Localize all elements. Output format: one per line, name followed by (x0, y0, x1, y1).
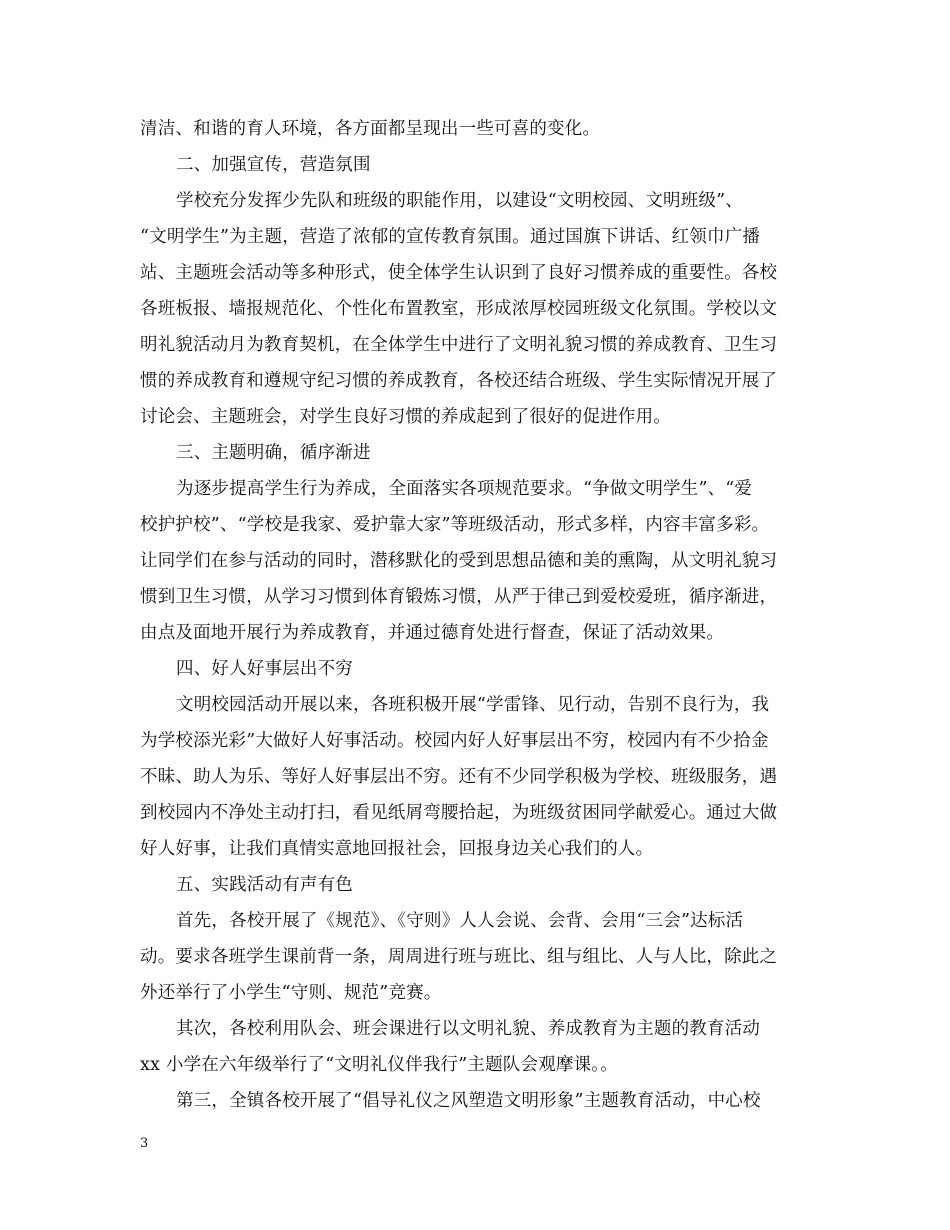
text-line: 学校充分发挥少先队和班级的职能作用，以建设“文明校园、文明班级”、 (176, 191, 743, 211)
text-line: 首先，各校开展了《规范》、《守则》人人会说、会背、会用“三会”达标活 (176, 911, 744, 931)
section-heading: 三、主题明确，循序渐进 (176, 443, 371, 463)
text-line: 清洁、和谐的育人环境，各方面都呈现出一些可喜的变化。 (140, 119, 601, 139)
text-line: 第三，全镇各校开展了“倡导礼仪之风塑造文明形象”主题教育活动，中心校 (176, 1091, 761, 1111)
text-line: 不昧、助人为乐、等好人好事层出不穷。还有不少同学积极为学校、班级服务，遇 (140, 767, 778, 787)
text-line: 好人好事，让我们真情实意地回报社会，回报身边关心我们的人。 (140, 839, 654, 859)
text-line: 惯到卫生习惯，从学习习惯到体育锻炼习惯，从严于律己到爱校爱班，循序渐进， (140, 587, 778, 607)
text-line: 到校园内不净处主动打扫，看见纸屑弯腰拾起，为班级贫困同学献爱心。通过大做 (140, 803, 778, 823)
text-line: 外还举行了小学生“守则、规范”竞赛。 (140, 983, 442, 1003)
text-line: 为逐步提高学生行为养成，全面落实各项规范要求。“争做文明学生”、“爱 (176, 479, 753, 499)
section-heading: 四、好人好事层出不穷 (176, 659, 353, 679)
text-line: 动。要求各班学生课前背一条，周周进行班与班比、组与组比、人与人比，除此之 (140, 947, 778, 967)
text-line: 讨论会、主题班会，对学生良好习惯的养成起到了很好的促进作用。 (140, 407, 671, 427)
text-line: 其次，各校利用队会、班会课进行以文明礼貌、养成教育为主题的教育活动 (176, 1019, 761, 1039)
text-line: xx 小学在六年级举行了“文明礼仪伴我行”主题队会观摩课。。 (140, 1055, 618, 1075)
section-heading: 二、加强宣传，营造氛围 (176, 155, 371, 175)
section-heading: 五、实践活动有声有色 (176, 875, 353, 895)
text-line: 明礼貌活动月为教育契机，在全体学生中进行了文明礼貌习惯的养成教育、卫生习 (140, 335, 778, 355)
page-number: 3 (140, 1136, 149, 1151)
text-line: 惯的养成教育和遵规守纪习惯的养成教育，各校还结合班级、学生实际情况开展了 (140, 371, 778, 391)
text-line: 站、主题班会活动等多种形式，使全体学生认识到了良好习惯养成的重要性。各校 (140, 263, 778, 283)
text-line: 文明校园活动开展以来，各班积极开展“学雷锋、见行动，告别不良行为，我 (176, 695, 770, 715)
text-line: 校护护校”、“学校是我家、爱护靠大家”等班级活动，形式多样，内容丰富多彩。 (140, 515, 770, 535)
text-line: 让同学们在参与活动的同时，潜移默化的受到思想品德和美的熏陶，从文明礼貌习 (140, 551, 778, 571)
text-line: “文明学生”为主题，营造了浓郁的宣传教育氛围。通过国旗下讲话、红领巾广播 (140, 227, 761, 247)
text-line: 各班板报、墙报规范化、个性化布置教室，形成浓厚校园班级文化氛围。学校以文 (140, 299, 778, 319)
text-line: 由点及面地开展行为养成教育，并通过德育处进行督查，保证了活动效果。 (140, 623, 725, 643)
text-line: 为学校添光彩”大做好人好事活动。校园内好人好事层出不穷，校园内有不少拾金 (140, 731, 769, 751)
